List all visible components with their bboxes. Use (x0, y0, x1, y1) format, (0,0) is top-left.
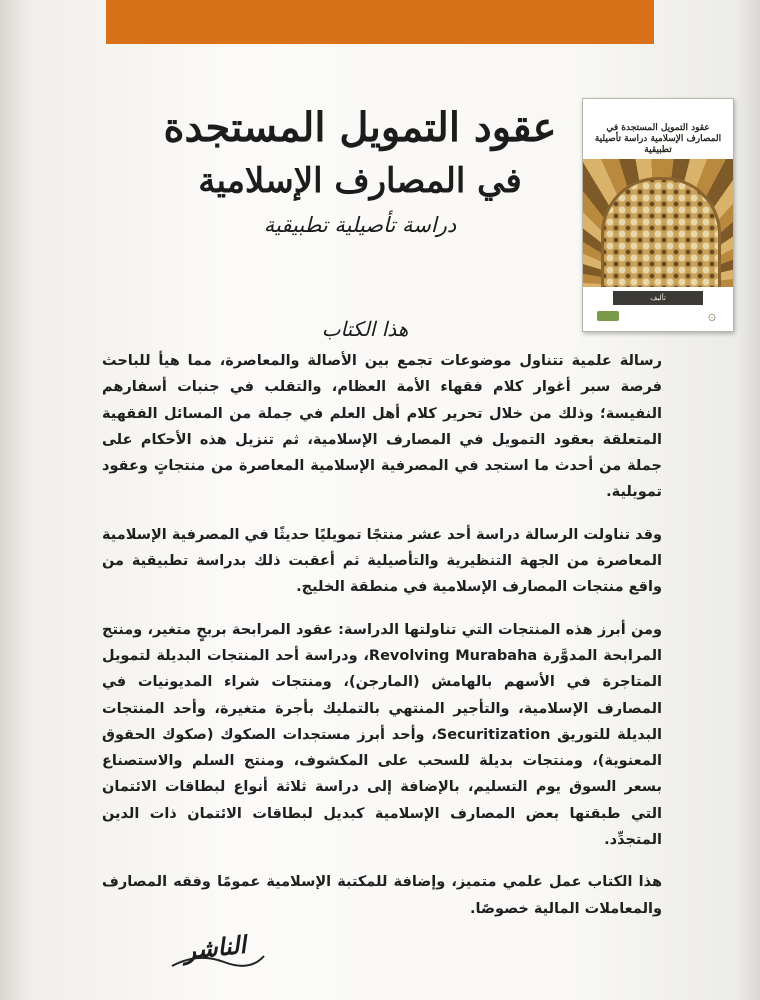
paragraph-1: رسالة علمية تتناول موضوعات تجمع بين الأصالة والمعاصرة، مما هيأ للباحث فرصة سبر أغوار كلام فقهاء الأمة العظام، والتقلب في جنبات أسفارهم النفيسة؛ وذلك من خلال تحرير كلام أهل العلم في جملة من المسائل الفقهية المتعلقة بعقود التمويل في المصارف الإسلامية، ثم تنزيل هذه الأحكام على جملة من أحدث ما استجد في المصرفية الإسلامية المعاصرة من منتجاتٍ وعقود تمويلية. (102, 353, 662, 501)
title-line-2: في المصارف الإسلامية (198, 161, 522, 201)
calligraphy-title (150, 100, 570, 300)
arabesque-pattern-image (583, 159, 733, 287)
arch-ornament (601, 177, 721, 287)
thumbnail-author-bar: تأليف (613, 291, 703, 305)
paragraph-2: وقد تناولت الرسالة دراسة أحد عشر منتجًا تمويليًا حديثًا في المصرفية الإسلامية المعاصرة من الجهة التنظيرية والتأصيلية ثم أعقبت ذلك بدراسة تطبيقية من واقع منتجات المصارف الإسلامية في منطقة الخليج. (102, 526, 662, 596)
title-line-1: عقود التمويل المستجدة (163, 104, 557, 151)
section-heading: هذا الكتاب (321, 317, 409, 341)
front-cover-thumbnail (582, 98, 734, 332)
series-logo-icon (597, 311, 619, 321)
publisher-signature: الناشر (182, 929, 248, 966)
paragraph-3: ومن أبرز هذه المنتجات التي تناولتها الدراسة: عقود المرابحة بربحٍ متغير، ومنتج المرابحة المدوَّرة Revolving Murabaha، ودراسة أحد المنتجات البديلة لتمويل المتاجرة في الأسهم بالهامش (المارجن)، ومنتجات شراء المديونيات في المصارف الإسلامية، والتأجير المنتهي بالتمليك بأجرة متغيرة، وأحد المنتجات البديلة للتوريق Securitization، وأحد أبرز مستجدات الصكوك (صكوك الحقوق المعنوية)، ومنتجات بديلة للسحب على المكشوف، ومنتج السلم والاستصناع بسعر السوق يوم التسليم، بالإضافة إلى دراسة ثلاثة أنواع لبطاقات الائتمان التي طبقتها بعض المصارف الإسلامية كبديل لبطاقات الائتمان ذات الدين المتجدِّد. (102, 621, 663, 849)
paragraph-4: هذا الكتاب عمل علمي متميز، وإضافة للمكتبة الإسلامية عمومًا وفقه المصارف والمعاملات المالية خصوصًا. (102, 874, 662, 917)
publisher-emblem-icon: ۞ (707, 308, 717, 324)
subtitle: دراسة تأصيلية تطبيقية (263, 213, 457, 237)
signature-flourish (168, 948, 268, 972)
back-cover-description (102, 348, 662, 938)
thumbnail-title: عقود التمويل المستجدة في المصارف الإسلامية دراسة تأصيلية تطبيقية (594, 123, 722, 155)
orange-top-band (106, 0, 654, 44)
